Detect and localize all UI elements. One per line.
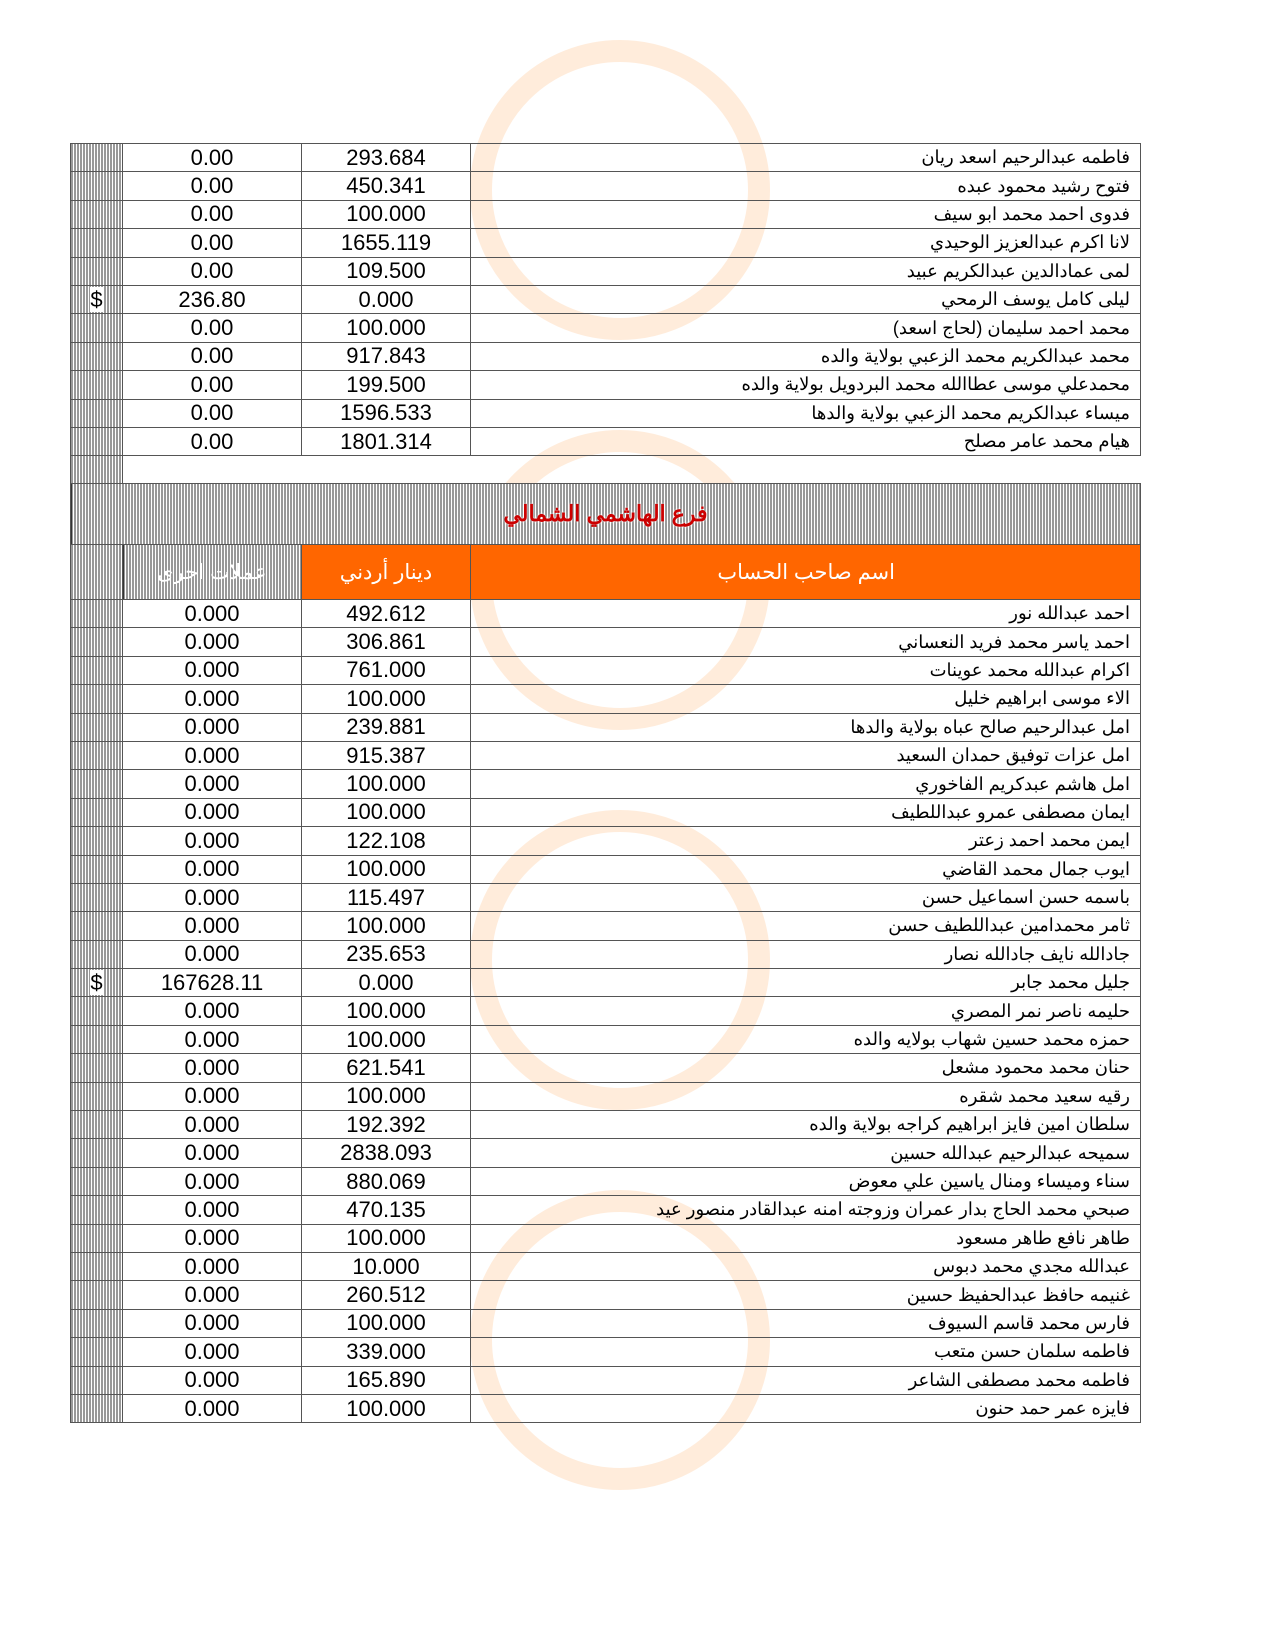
other-currency-amount: 0.00	[123, 399, 302, 427]
jod-amount: 1801.314	[302, 427, 471, 455]
table-row	[71, 1082, 1141, 1110]
jod-amount: 100.000	[302, 1082, 471, 1110]
jod-amount: 915.387	[302, 741, 471, 769]
table-row	[71, 144, 1141, 172]
other-currency-amount: 0.000	[123, 600, 302, 628]
account-holder-name: غنيمه حافظ عبدالحفيظ حسين	[471, 1281, 1141, 1309]
jod-amount: 450.341	[302, 172, 471, 200]
table-row	[71, 997, 1141, 1025]
table-row	[71, 1139, 1141, 1167]
jod-amount: 100.000	[302, 798, 471, 826]
account-holder-name: صبحي محمد الحاج بدار عمران وزوجته امنه عبدالقادر منصور عيد	[471, 1196, 1141, 1224]
account-holder-name: محمد احمد سليمان (لحاج اسعد)	[471, 314, 1141, 342]
account-holder-name: لانا اكرم عبدالعزيز الوحيدي	[471, 229, 1141, 257]
jod-amount: 100.000	[302, 200, 471, 228]
account-holder-name: هيام محمد عامر مصلح	[471, 427, 1141, 455]
table-row	[71, 912, 1141, 940]
currency-flag-cell	[71, 770, 123, 798]
header-account-name: اسم صاحب الحساب	[471, 545, 1141, 600]
currency-flag-cell	[71, 399, 123, 427]
table-row	[71, 855, 1141, 883]
currency-flag-cell	[71, 257, 123, 285]
table-row	[71, 200, 1141, 228]
currency-flag-cell	[71, 1196, 123, 1224]
table-row	[71, 229, 1141, 257]
currency-flag-cell	[71, 1338, 123, 1366]
account-holder-name: فارس محمد قاسم السيوف	[471, 1309, 1141, 1337]
other-currency-amount: 0.000	[123, 1111, 302, 1139]
currency-flag-cell	[71, 342, 123, 370]
other-currency-amount: 0.000	[123, 1224, 302, 1252]
table-row	[71, 883, 1141, 911]
currency-flag-cell	[71, 1224, 123, 1252]
account-holder-name: جادالله نايف جادالله نصار	[471, 940, 1141, 968]
jod-amount: 239.881	[302, 713, 471, 741]
jod-amount: 10.000	[302, 1252, 471, 1280]
account-holder-name: محمدعلي موسى عطاالله محمد البردويل بولاية والده	[471, 371, 1141, 399]
account-holder-name: حنان محمد محمود مشعل	[471, 1054, 1141, 1082]
other-currency-amount: 0.000	[123, 1025, 302, 1053]
table-row	[71, 314, 1141, 342]
account-holder-name: رقيه سعيد محمد شقره	[471, 1082, 1141, 1110]
currency-flag-cell	[71, 741, 123, 769]
table-row	[71, 427, 1141, 455]
other-currency-amount: 0.000	[123, 1309, 302, 1337]
table-row	[71, 1252, 1141, 1280]
table-row	[71, 1111, 1141, 1139]
jod-amount: 260.512	[302, 1281, 471, 1309]
jod-amount: 0.000	[302, 969, 471, 997]
currency-flag-cell	[71, 940, 123, 968]
currency-flag-cell	[71, 600, 123, 628]
table-row	[71, 1025, 1141, 1053]
table-row	[71, 1338, 1141, 1366]
other-currency-amount: 0.00	[123, 200, 302, 228]
jod-amount: 109.500	[302, 257, 471, 285]
account-holder-name: ايوب جمال محمد القاضي	[471, 855, 1141, 883]
account-holder-name: امل عبدالرحيم صالح عباه بولاية والدها	[471, 713, 1141, 741]
currency-flag-cell	[71, 1167, 123, 1195]
currency-flag-cell	[71, 1394, 123, 1422]
other-currency-amount: 0.000	[123, 855, 302, 883]
table-row	[71, 1394, 1141, 1422]
account-holder-name: حمزه محمد حسين شهاب بولايه والده	[471, 1025, 1141, 1053]
jod-amount: 470.135	[302, 1196, 471, 1224]
table-row	[71, 685, 1141, 713]
table-row	[71, 257, 1141, 285]
jod-amount: 100.000	[302, 1224, 471, 1252]
branch-title-band	[71, 484, 1141, 545]
currency-flag-cell	[71, 969, 123, 997]
other-currency-amount: 0.00	[123, 314, 302, 342]
jod-amount: 293.684	[302, 144, 471, 172]
account-holder-name: جليل محمد جابر	[471, 969, 1141, 997]
other-currency-amount: 0.000	[123, 997, 302, 1025]
currency-flag-cell	[71, 200, 123, 228]
currency-flag-cell	[71, 883, 123, 911]
table-row	[71, 656, 1141, 684]
other-currency-amount: 0.000	[123, 656, 302, 684]
jod-amount: 165.890	[302, 1366, 471, 1394]
jod-amount: 621.541	[302, 1054, 471, 1082]
account-holder-name: احمد عبدالله نور	[471, 600, 1141, 628]
other-currency-amount: 0.00	[123, 172, 302, 200]
currency-flag-cell	[71, 1252, 123, 1280]
account-holder-name: عبدالله مجدي محمد دبوس	[471, 1252, 1141, 1280]
account-holder-name: سناء وميساء ومنال ياسين علي معوض	[471, 1167, 1141, 1195]
account-holder-name: ايمن محمد احمد زعتر	[471, 827, 1141, 855]
table-row	[71, 1309, 1141, 1337]
jod-amount: 917.843	[302, 342, 471, 370]
usd-sign: $	[90, 286, 103, 312]
other-currency-amount: 0.000	[123, 798, 302, 826]
currency-flag-cell	[71, 1281, 123, 1309]
other-currency-amount: 0.000	[123, 685, 302, 713]
account-holder-name: حليمه ناصر نمر المصري	[471, 997, 1141, 1025]
table-row	[71, 827, 1141, 855]
account-holder-name: محمد عبدالكريم محمد الزعبي بولاية والده	[471, 342, 1141, 370]
other-currency-amount: 0.000	[123, 1054, 302, 1082]
other-currency-amount: 0.000	[123, 1252, 302, 1280]
account-holder-name: اكرام عبدالله محمد عوينات	[471, 656, 1141, 684]
account-holder-name: امل هاشم عبدكريم الفاخوري	[471, 770, 1141, 798]
jod-amount: 100.000	[302, 855, 471, 883]
table-row	[71, 399, 1141, 427]
account-holder-name: ميساء عبدالكريم محمد الزعبي بولاية والدها	[471, 399, 1141, 427]
currency-flag-cell	[71, 371, 123, 399]
currency-flag-cell	[71, 685, 123, 713]
accounts-table-section1	[70, 143, 1141, 485]
table-row	[71, 342, 1141, 370]
jod-amount: 0.000	[302, 285, 471, 313]
jod-amount: 339.000	[302, 1338, 471, 1366]
other-currency-amount: 0.000	[123, 713, 302, 741]
other-currency-amount: 0.000	[123, 770, 302, 798]
table-row	[71, 1167, 1141, 1195]
account-holder-name: الاء موسى ابراهيم خليل	[471, 685, 1141, 713]
table-row	[71, 172, 1141, 200]
usd-sign: $	[90, 969, 103, 995]
currency-flag-cell	[71, 1054, 123, 1082]
currency-flag-cell	[71, 912, 123, 940]
account-holder-name: فايزه عمر حمد حنون	[471, 1394, 1141, 1422]
jod-amount: 100.000	[302, 1025, 471, 1053]
currency-flag-cell	[71, 285, 123, 313]
jod-amount: 122.108	[302, 827, 471, 855]
table-row	[71, 1054, 1141, 1082]
table-row	[71, 285, 1141, 313]
currency-flag-cell	[71, 713, 123, 741]
currency-flag-cell	[71, 427, 123, 455]
account-holder-name: ايمان مصطفى عمرو عبداللطيف	[471, 798, 1141, 826]
table-row	[71, 713, 1141, 741]
account-holder-name: فتوح رشيد محمود عبده	[471, 172, 1141, 200]
other-currency-amount: 0.000	[123, 1139, 302, 1167]
table-row	[71, 600, 1141, 628]
other-currency-amount: 0.00	[123, 342, 302, 370]
table-row	[71, 1196, 1141, 1224]
jod-amount: 100.000	[302, 314, 471, 342]
other-currency-amount: 236.80	[123, 285, 302, 313]
other-currency-amount: 0.000	[123, 940, 302, 968]
other-currency-amount: 0.00	[123, 427, 302, 455]
currency-flag-cell	[71, 656, 123, 684]
other-currency-amount: 167628.11	[123, 969, 302, 997]
other-currency-amount: 0.000	[123, 1394, 302, 1422]
header-other-currencies: عملات اخرى	[123, 545, 302, 600]
table-row	[71, 940, 1141, 968]
table-row	[71, 1281, 1141, 1309]
currency-flag-cell	[71, 798, 123, 826]
table-row	[71, 1224, 1141, 1252]
other-currency-amount: 0.000	[123, 628, 302, 656]
table-row	[71, 628, 1141, 656]
account-holder-name: ثامر محمدامين عبداللطيف حسن	[471, 912, 1141, 940]
other-currency-amount: 0.000	[123, 1196, 302, 1224]
blank-row	[123, 456, 1141, 484]
branch-title: فرع الهاشمي الشمالي	[503, 501, 708, 526]
jod-amount: 492.612	[302, 600, 471, 628]
account-holder-name: طاهر نافع طاهر مسعود	[471, 1224, 1141, 1252]
other-currency-amount: 0.000	[123, 883, 302, 911]
jod-amount: 880.069	[302, 1167, 471, 1195]
jod-amount: 2838.093	[302, 1139, 471, 1167]
account-holder-name: سميحه عبدالرحيم عبدالله حسين	[471, 1139, 1141, 1167]
jod-amount: 1655.119	[302, 229, 471, 257]
jod-amount: 100.000	[302, 912, 471, 940]
other-currency-amount: 0.00	[123, 257, 302, 285]
other-currency-amount: 0.000	[123, 1338, 302, 1366]
currency-flag-cell	[71, 855, 123, 883]
table-row	[71, 798, 1141, 826]
currency-flag-cell	[71, 997, 123, 1025]
table-row	[71, 371, 1141, 399]
currency-flag-cell	[71, 628, 123, 656]
other-currency-amount: 0.000	[123, 912, 302, 940]
table-row	[71, 741, 1141, 769]
currency-flag-cell	[71, 1366, 123, 1394]
currency-flag-cell	[71, 172, 123, 200]
jod-amount: 100.000	[302, 685, 471, 713]
currency-flag-cell	[71, 1111, 123, 1139]
account-holder-name: لمى عمادالدين عبدالكريم عبيد	[471, 257, 1141, 285]
account-holder-name: فاطمه عبدالرحيم اسعد ريان	[471, 144, 1141, 172]
other-currency-amount: 0.000	[123, 1167, 302, 1195]
account-holder-name: امل عزات توفيق حمدان السعيد	[471, 741, 1141, 769]
hatch-cell	[71, 545, 123, 600]
jod-amount: 115.497	[302, 883, 471, 911]
other-currency-amount: 0.00	[123, 229, 302, 257]
account-holder-name: سلطان امين فايز ابراهيم كراجه بولاية والده	[471, 1111, 1141, 1139]
currency-flag-cell	[71, 1025, 123, 1053]
header-jod: دينار أردني	[302, 545, 471, 600]
table-row	[71, 1366, 1141, 1394]
jod-amount: 100.000	[302, 770, 471, 798]
other-currency-amount: 0.000	[123, 1082, 302, 1110]
jod-amount: 235.653	[302, 940, 471, 968]
account-holder-name: فاطمه سلمان حسن متعب	[471, 1338, 1141, 1366]
jod-amount: 100.000	[302, 1309, 471, 1337]
currency-flag-cell	[71, 1309, 123, 1337]
table-row	[71, 770, 1141, 798]
currency-flag-cell	[71, 314, 123, 342]
currency-flag-cell	[71, 1139, 123, 1167]
account-holder-name: فدوى احمد محمد ابو سيف	[471, 200, 1141, 228]
currency-flag-cell	[71, 1082, 123, 1110]
jod-amount: 199.500	[302, 371, 471, 399]
table-row	[71, 969, 1141, 997]
other-currency-amount: 0.000	[123, 1281, 302, 1309]
account-holder-name: فاطمه محمد مصطفى الشاعر	[471, 1366, 1141, 1394]
other-currency-amount: 0.00	[123, 371, 302, 399]
other-currency-amount: 0.000	[123, 741, 302, 769]
jod-amount: 761.000	[302, 656, 471, 684]
jod-amount: 100.000	[302, 997, 471, 1025]
other-currency-amount: 0.000	[123, 827, 302, 855]
currency-flag-cell	[71, 229, 123, 257]
accounts-table-section2	[70, 483, 1141, 1423]
jod-amount: 306.861	[302, 628, 471, 656]
account-holder-name: ليلى كامل يوسف الرمحي	[471, 285, 1141, 313]
account-holder-name: باسمه حسن اسماعيل حسن	[471, 883, 1141, 911]
currency-flag-cell	[71, 827, 123, 855]
currency-flag-cell	[71, 144, 123, 172]
jod-amount: 1596.533	[302, 399, 471, 427]
jod-amount: 100.000	[302, 1394, 471, 1422]
hatch-cell	[71, 456, 123, 484]
other-currency-amount: 0.00	[123, 144, 302, 172]
account-holder-name: احمد ياسر محمد فريد النعساني	[471, 628, 1141, 656]
other-currency-amount: 0.000	[123, 1366, 302, 1394]
jod-amount: 192.392	[302, 1111, 471, 1139]
